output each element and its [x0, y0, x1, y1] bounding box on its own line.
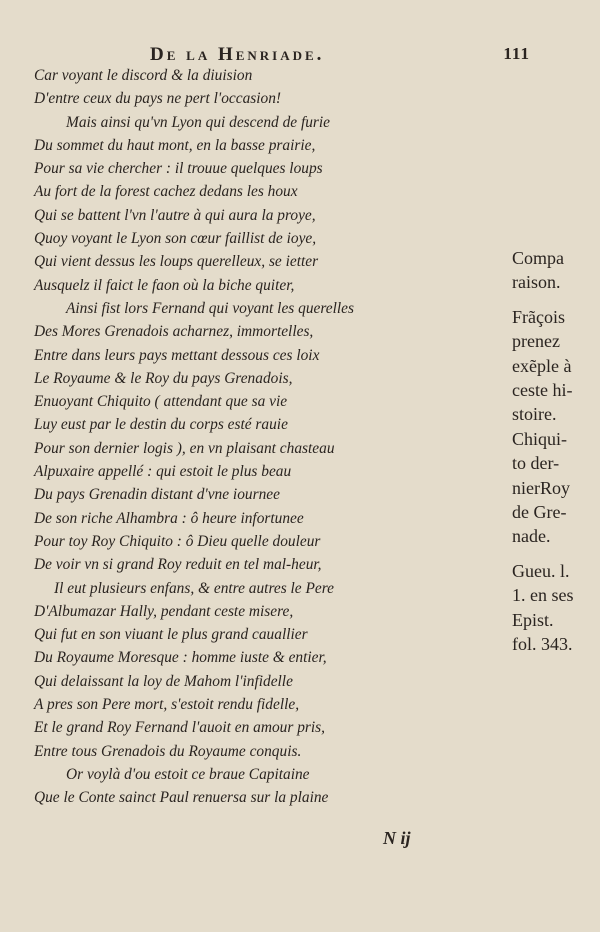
verse-line: Des Mores Grenadois acharnez, immortelles, — [34, 323, 314, 341]
verse-line: Ainsi fist lors Fernand qui voyant les querelles — [66, 299, 354, 317]
note-line: de Gre- — [512, 502, 567, 523]
verse-line: Qui vient dessus les loups querelleux, se ietter — [34, 253, 319, 271]
verse-line: D'Albumazar Hally, pendant ceste misere, — [34, 602, 294, 620]
verse-line: De son riche Alhambra : ô heure infortunee — [34, 509, 304, 527]
note-line: nierRoy — [512, 477, 570, 498]
margin-note-comparison — [512, 246, 598, 295]
note-line: 1. en ses — [512, 585, 574, 606]
verse-line: Le Royaume & le Roy du pays Grenadois, — [34, 369, 293, 387]
verse-line: Du Royaume Moresque : homme iuste & entier, — [34, 649, 327, 667]
verse-line: D'entre ceux du pays ne pert l'occasion! — [34, 90, 282, 108]
note-line: prenez — [512, 331, 560, 352]
note-line: to der- — [512, 453, 560, 474]
verse-line: A pres son Pere mort, s'estoit rendu fidelle, — [34, 696, 300, 714]
poem-text — [34, 64, 454, 810]
verse-line: Entre tous Grenadois du Royaume conquis. — [34, 742, 302, 760]
note-line: exẽple à — [512, 355, 572, 376]
page-number: 111 — [503, 44, 530, 63]
verse-line: Or voylà d'ou estoit ce braue Capitaine — [66, 765, 310, 783]
verse-line: Que le Conte sainct Paul renuersa sur la plaine — [34, 789, 329, 807]
verse-line: Du pays Grenadin distant d'vne iournee — [34, 486, 280, 504]
gathering-signature: N ij — [383, 828, 411, 848]
note-line: raison. — [512, 272, 561, 293]
margin-note-citation — [512, 559, 598, 657]
verse-line: Car voyant le discord & la diuision — [34, 67, 253, 84]
verse-line: Luy eust par le destin du corps esté rauie — [34, 416, 288, 434]
verse-line: Enuoyant Chiquito ( attendant que sa vie — [34, 393, 288, 411]
running-title: De la Henriade. — [150, 44, 325, 65]
verse-line: Mais ainsi qu'vn Lyon qui descend de furie — [66, 113, 331, 131]
verse-line: De voir vn si grand Roy reduit en tel mal-heur, — [34, 556, 322, 574]
verse-line: Qui delaissant la loy de Mahom l'infidelle — [34, 672, 293, 690]
verse-line: Et le grand Roy Fernand l'auoit en amour pris, — [34, 719, 325, 737]
verse-line: Alpuxaire appellé : qui estoit le plus beau — [34, 463, 292, 481]
note-line: stoire. — [512, 404, 557, 425]
note-line: Gueu. l. — [512, 560, 570, 581]
note-line: fol. 343. — [512, 634, 573, 655]
verse-line: Il eut plusieurs enfans, & entre autres le Pere — [54, 579, 334, 597]
verse-line: Qui se battent l'vn l'autre à qui aura la proye, — [34, 206, 316, 224]
verse-line: Ausquelz il faict le faon où la biche quiter, — [34, 276, 295, 294]
verse-line: Qui fut en son viuant le plus grand cauallier — [34, 626, 308, 644]
note-line: Epist. — [512, 609, 554, 630]
margin-notes — [512, 246, 598, 667]
verse-line: Entre dans leurs pays mettant dessous ces loix — [34, 346, 320, 364]
verse-line: Pour sa vie chercher : il trouue quelques loups — [34, 160, 323, 178]
note-line: ceste hi- — [512, 380, 573, 401]
note-line: Frãçois — [512, 306, 565, 327]
note-line: nade. — [512, 526, 551, 547]
page-header — [150, 44, 530, 66]
note-line: Chiqui- — [512, 428, 568, 449]
verse-line: Au fort de la forest cachez dedans les houx — [34, 183, 298, 201]
verse-line: Du sommet du haut mont, en la basse prairie, — [34, 136, 316, 154]
verse-line: Quoy voyant le Lyon son cœur faillist de ioye, — [34, 230, 317, 248]
verse-line: Pour son dernier logis ), en vn plaisant chasteau — [34, 439, 335, 457]
note-line: Compa — [512, 248, 564, 268]
margin-note-chiquito — [512, 305, 598, 549]
verse-line: Pour toy Roy Chiquito : ô Dieu quelle douleur — [34, 532, 321, 550]
